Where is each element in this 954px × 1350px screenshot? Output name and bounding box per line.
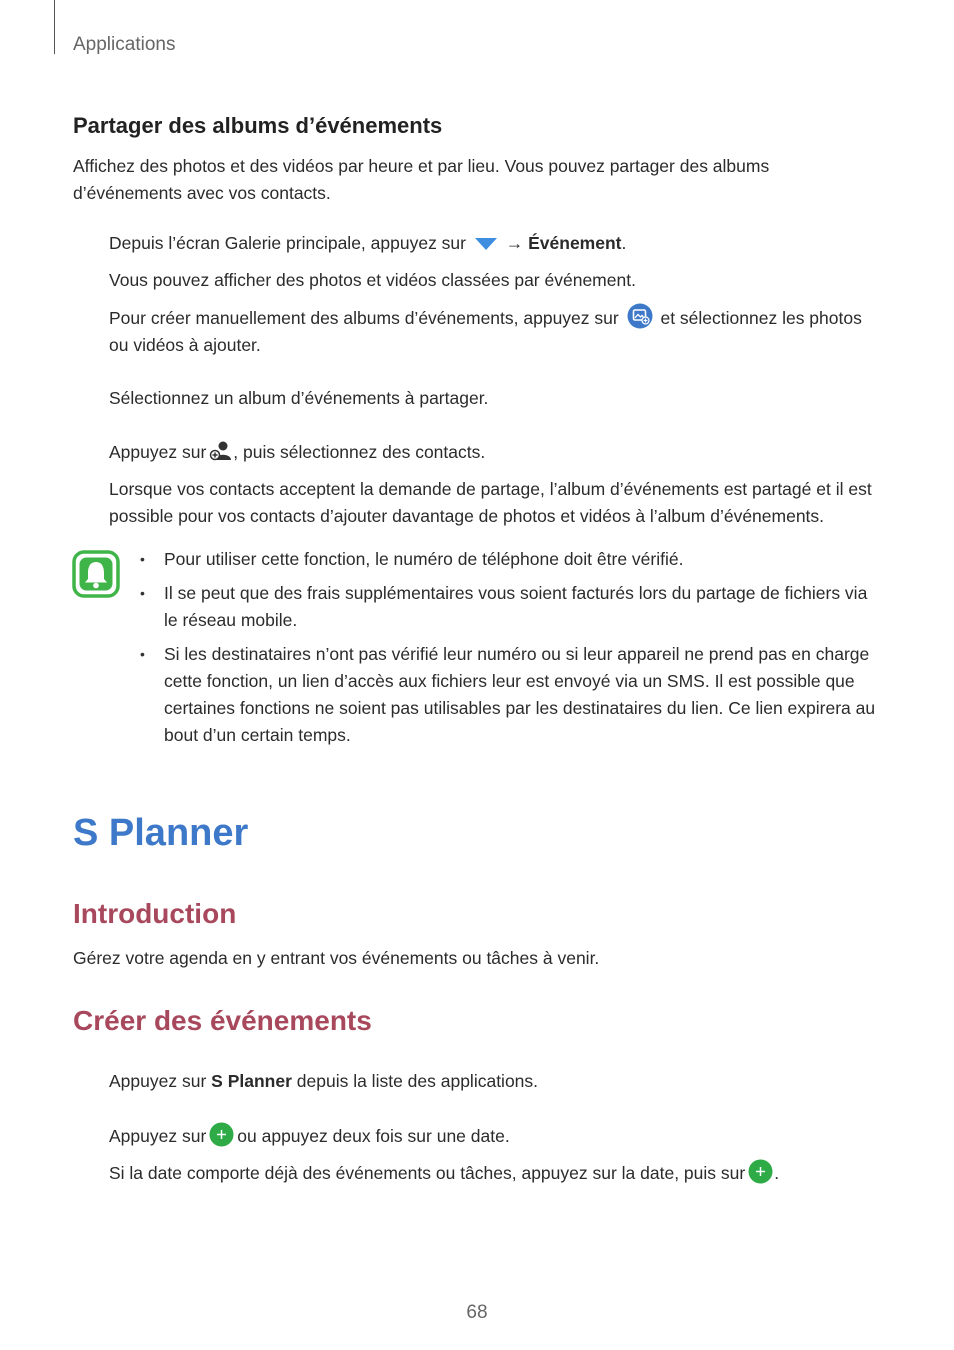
- share-title: Partager des albums d’événements: [73, 113, 443, 138]
- note-item-1: Pour utiliser cette fonction, le numéro de téléphone doit être vérifié.: [164, 549, 684, 569]
- dropdown-triangle-icon: [474, 236, 498, 252]
- share-step-1-note-2: Pour créer manuellement des albums d’événements, appuyez sur et sélectionnez les photos ou vidéos à ajouter.: [109, 303, 879, 359]
- create-album-icon: [627, 303, 653, 329]
- header-rule: [54, 0, 55, 54]
- note-item-2: Il se peut que des frais supplémentaires vous soient facturés lors du partage de fichiers via le réseau mobile.: [164, 583, 868, 630]
- splanner-step-1: Appuyez sur S Planner depuis la liste des applications.: [109, 1071, 539, 1091]
- splanner-step-2-note: Si la date comporte déjà des événements ou tâches, appuyez sur la date, puis sur .: [109, 1159, 889, 1187]
- green-plus-icon-note: [748, 1159, 773, 1184]
- section-label: Applications: [73, 34, 176, 55]
- splanner-title: S Planner: [73, 812, 249, 854]
- introduction-text: Gérez votre agenda en y entrant vos événements ou tâches à venir.: [73, 948, 600, 968]
- notification-bell-icon: [72, 550, 120, 598]
- note-bullet-2: •: [140, 585, 145, 601]
- green-plus-icon: [209, 1122, 234, 1147]
- share-step-2: Sélectionnez un album d’événements à partager.: [109, 388, 489, 408]
- note-item-3: Si les destinataires n’ont pas vérifié leur numéro ou si leur appareil ne prend pas en charge cette fonction, un lien d’accès aux fichiers leur est envoyé via un SMS. Il est possible que certaines fonctions ne soient pas utilisables par les destinataires du lien. Ce lien expirera au bout d’un certain temps.: [164, 644, 876, 745]
- share-step-3-note: Lorsque vos contacts acceptent la demande de partage, l’album d’événements est partagé et il est possible pour vos contacts d’ajouter davantage de photos et vidéos à l’album d’événements.: [109, 479, 872, 526]
- page-number: 68: [466, 1302, 488, 1323]
- splanner-step-2: Appuyez sur ou appuyez deux fois sur une date.: [109, 1122, 889, 1150]
- share-step-3: Appuyez sur , puis sélectionnez des contacts.: [109, 442, 486, 462]
- share-step-1: Depuis l’écran Galerie principale, appuyez sur → Événement.: [109, 233, 627, 253]
- introduction-heading: Introduction: [73, 898, 237, 929]
- create-events-heading: Créer des événements: [73, 1005, 372, 1036]
- note-bullet-3: •: [140, 646, 145, 662]
- share-intro: Affichez des photos et des vidéos par heure et par lieu. Vous pouvez partager des albums d’événements avec vos contacts.: [73, 156, 770, 203]
- add-contact-icon: [209, 440, 233, 462]
- note-bullet-1: •: [140, 551, 145, 567]
- share-step-1-note-1: Vous pouvez afficher des photos et vidéos classées par événement.: [109, 270, 636, 290]
